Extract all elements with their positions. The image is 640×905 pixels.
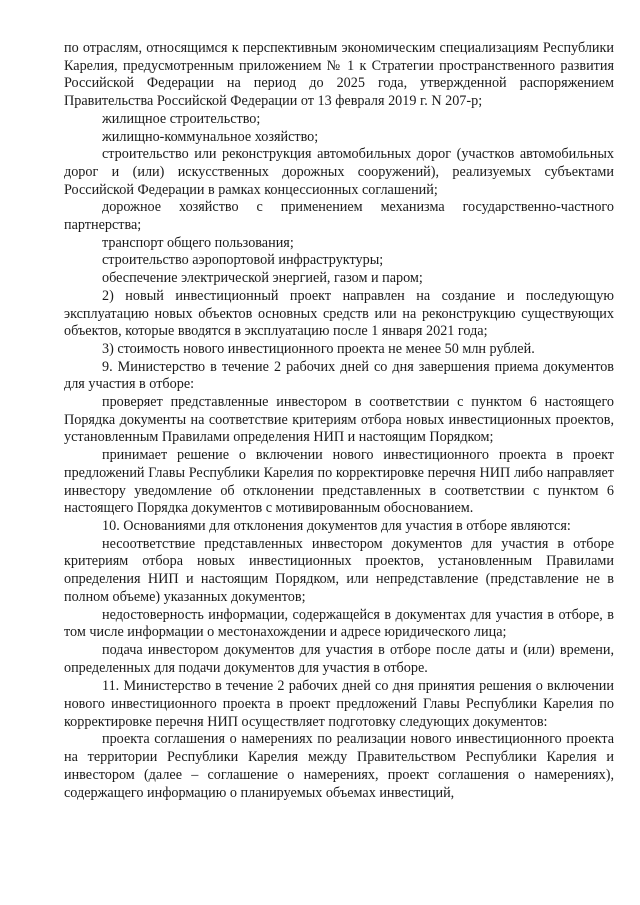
list-item-public-transport: транспорт общего пользования; — [102, 234, 294, 251]
list-item-housing-utilities: жилищно-коммунальное хозяйство; — [102, 128, 319, 145]
document-page — [64, 40, 614, 802]
clause-9-decision: принимает решение о включении нового инвестиционного проекта в проект предложений Главы Республики Карелия по корректировке перечня НИП либо направляет инвестору уведомление об отклонении представленных в соответствии с пунктом 6 настоящего Порядка документов с мотивированным обоснованием. — [64, 447, 614, 517]
criterion-3-project-cost: 3) стоимость нового инвестиционного проекта не менее 50 млн рублей. — [102, 340, 535, 357]
clause-9-check-documents: проверяет представленные инвестором в соответствии с пунктом 6 настоящего Порядка документы на соответствие критериям отбора новых инвестиционных проектов, установленным Правилами определения НИП и настоящим Порядком; — [64, 394, 614, 446]
list-item-road-ppp: дорожное хозяйство с применением механизма государственно-частного партнерства; — [64, 199, 614, 234]
list-item-airport-infrastructure: строительство аэропортовой инфраструктуры; — [102, 252, 384, 269]
list-item-housing-construction: жилищное строительство; — [102, 110, 261, 127]
clause-11-heading: 11. Министерство в течение 2 рабочих дней со дня принятия решения о включении нового инвестиционного проекта в проект предложений Главы Республики Карелия по корректировке перечня НИП осуществляет подготовку следующих документов: — [64, 678, 614, 730]
criterion-2-new-project: 2) новый инвестиционный проект направлен на создание и последующую эксплуатацию новых объектов основных средств или на реконструкцию существующих объектов, которые вводятся в эксплуатацию после 1 января 2021 года; — [64, 287, 614, 340]
list-item-road-construction: строительство или реконструкция автомобильных дорог (участков автомобильных дорог и (или) искусственных дорожных сооружений), реализуемых субъектами Российской Федерации в рамках концессионных соглашений; — [64, 146, 614, 198]
clause-10-inaccuracy: недостоверность информации, содержащейся в документах для участия в отборе, в том числе информации о местонахождении и адресе юридического лица; — [64, 606, 614, 641]
clause-10-late-submission: подача инвестором документов для участия в отборе после даты и (или) времени, определенных для подачи документов для участия в отборе. — [64, 641, 614, 676]
clause-11-agreement-draft: проекта соглашения о намерениях по реализации нового инвестиционного проекта на территории Республики Карелия между Правительством Республики Карелия и инвестором (далее – соглашение о намерениях, проект соглашения о намерениях), содержащего информацию о планируемых объемах инвестиций, — [64, 731, 614, 801]
clause-10-heading: 10. Основаниями для отклонения документов для участия в отборе являются: — [102, 517, 571, 534]
clause-9-heading: 9. Министерство в течение 2 рабочих дней со дня завершения приема документов для участия в отборе: — [64, 358, 614, 393]
list-item-energy-supply: обеспечение электрической энергией, газом и паром; — [102, 270, 423, 287]
clause-10-noncompliance: несоответствие представленных инвестором документов для участия в отборе критериям отбора новых инвестиционных проектов, установленным Правилами определения НИП и настоящим Порядком, или непредставление (представление не в полном объеме) указанных документов; — [64, 535, 614, 605]
paragraph-sector-intro: по отраслям, относящимся к перспективным экономическим специализациям Республики Карелия, предусмотренным приложением № 1 к Стратегии пространственного развития Российской Федерации на период до 2025 года, утвержденной распоряжением Правительства Российской Федерации от 13 февраля 2019 г. N 207-р; — [64, 40, 614, 110]
